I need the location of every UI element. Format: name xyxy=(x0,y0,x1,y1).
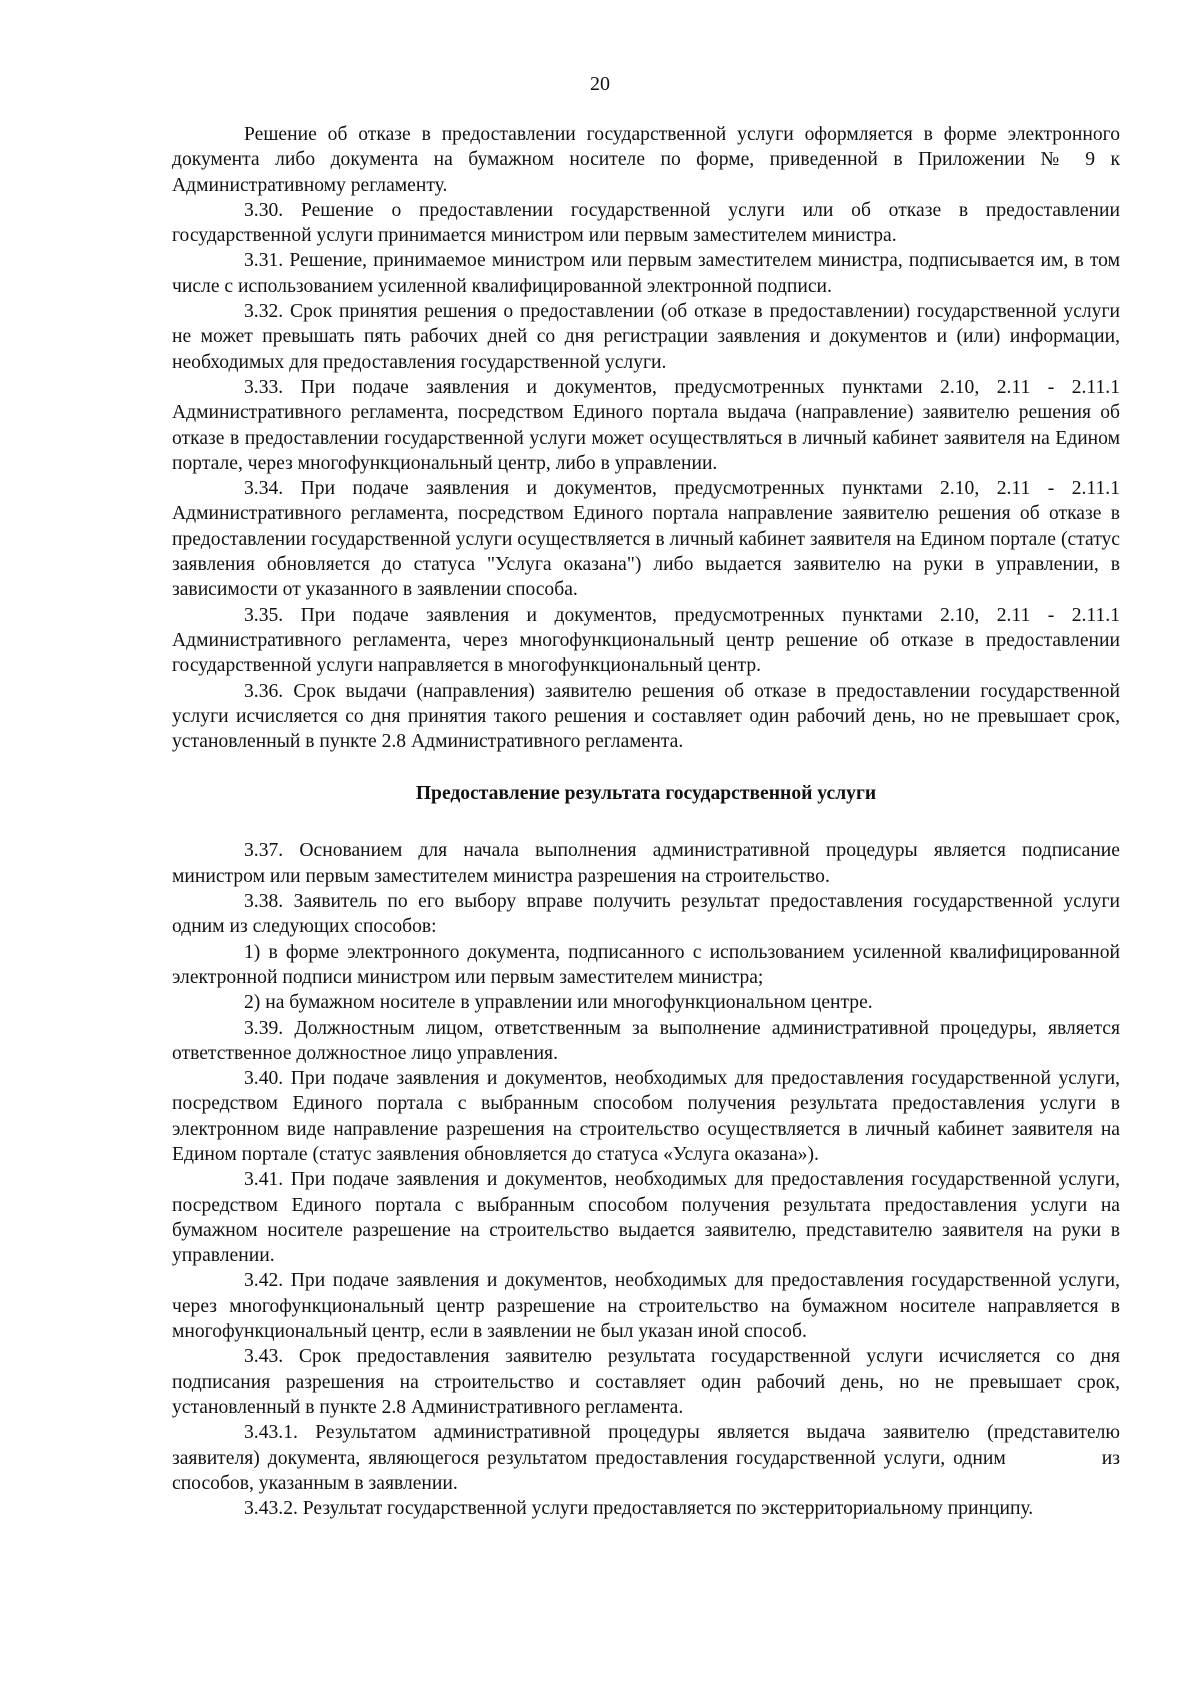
paragraph-3-31: 3.31. Решение, принимаемое министром или первым заместителем министра, подписывается им, в том числе с использованием усиленной квалифицированной электронной подписи. xyxy=(172,250,1120,297)
paragraph-3-40: 3.40. При подаче заявления и документов, необходимых для предоставления государственной услуги, посредством Единого портала с выбранным способом получения результата предоставления услуги в электронном виде направление разрешения на строительство осуществляется в личный кабинет заявителя на Едином портале (статус заявления обновляется до статуса «Услуга оказана»). xyxy=(172,1068,1120,1165)
paragraph-3-34: 3.34. При подаче заявления и документов, предусмотренных пунктами 2.10, 2.11 - 2.11.1 Административного регламента, посредством Единого портала направление заявителю решения об отказе в предоставлении государственной услуги осуществляется в личный кабинет заявителя на Едином портале (статус заявления обновляется до статуса "Услуга оказана") либо выдается заявителю на руки в управлении, в зависимости от указанного в заявлении способа. xyxy=(172,478,1120,601)
paragraph-3-43-1-part1: 3.43.1. Результатом административной процедуры является выдача заявителю (представителю заявителя) документа, являющегося результатом предоставления государственной услуги, одним xyxy=(172,1422,1120,1469)
paragraph-3-39: 3.39. Должностным лицом, ответственным за выполнение административной процедуры, является ответственное должностное лицо управления. xyxy=(172,1017,1120,1064)
paragraph-3-38-item-1: 1) в форме электронного документа, подписанного с использованием усиленной квалифицированной электронной подписи министром или первым заместителем министра; xyxy=(172,941,1120,988)
paragraph-3-43-1-part2: из способов, указанным в заявлении. xyxy=(172,1447,1120,1494)
paragraph-3-38: 3.38. Заявитель по его выбору вправе получить результат предоставления государственной услуги одним из следующих способов: xyxy=(172,891,1120,938)
section-heading: Предоставление результата государственной услуги xyxy=(415,783,877,805)
paragraph-3-43-2: 3.43.2. Результат государственной услуги предоставляется по экстерриториальному принципу. xyxy=(244,1498,1034,1520)
paragraph-3-35: 3.35. При подаче заявления и документов, предусмотренных пунктами 2.10, 2.11 - 2.11.1 Административного регламента, через многофункциональный центр решение об отказе в предоставлении государственной услуги направляется в многофункциональный центр. xyxy=(172,604,1120,677)
paragraph-3-32: 3.32. Срок принятия решения о предоставлении (об отказе в предоставлении) государственной услуги не может превышать пять рабочих дней со дня регистрации заявления и документов и (или) информации, необходимых для предоставления государственной услуги. xyxy=(172,301,1120,373)
paragraph-3-33: 3.33. При подаче заявления и документов, предусмотренных пунктами 2.10, 2.11 - 2.11.1 Административного регламента, посредством Единого портала выдача (направление) заявителю решения об отказе в предоставлении государственной услуги может осуществляться в личный кабинет заявителя на Едином портале, через многофункциональный центр, либо в управлении. xyxy=(172,376,1120,474)
paragraph-3-41: 3.41. При подаче заявления и документов, необходимых для предоставления государственной услуги, посредством Единого портала с выбранным способом получения результата предоставления услуги на бумажном носителе разрешение на строительство выдается заявителю, представителю заявителя на руки в управлении. xyxy=(172,1169,1120,1267)
paragraph-3-43-1 xyxy=(172,1420,1120,1496)
document-body xyxy=(172,122,1120,1521)
paragraph-3-37: 3.37. Основанием для начала выполнения административной процедуры является подписание министром или первым заместителем министра разрешения на строительство. xyxy=(172,840,1120,887)
paragraph-3-36: 3.36. Срок выдачи (направления) заявителю решения об отказе в предоставлении государственной услуги исчисляется со дня принятия такого решения и составляет один рабочий день, но не превышает срок, установленный в пункте 2.8 Административного регламента. xyxy=(172,680,1120,753)
paragraph-3-42: 3.42. При подаче заявления и документов, необходимых для предоставления государственной услуги, через многофункциональный центр разрешение на строительство на бумажном носителе направляется в многофункциональный центр, если в заявлении не был указан иной способ. xyxy=(172,1270,1120,1343)
paragraph-3-30: 3.30. Решение о предоставлении государственной услуги или об отказе в предоставлении государственной услуги принимается министром или первым заместителем министра. xyxy=(172,199,1120,247)
paragraph-3-43: 3.43. Срок предоставления заявителю результата государственной услуги исчисляется со дня подписания разрешения на строительство и составляет один рабочий день, но не превышает срок, установленный в пункте 2.8 Административного регламента. xyxy=(172,1346,1120,1418)
paragraph-refusal-form: Решение об отказе в предоставлении государственной услуги оформляется в форме электронного документа либо документа на бумажном носителе по форме, приведенной в Приложении № 9 к Административному регламенту. xyxy=(172,124,1120,196)
paragraph-3-38-item-2: 2) на бумажном носителе в управлении или многофункциональном центре. xyxy=(244,992,873,1014)
page-number: 20 xyxy=(590,73,610,95)
